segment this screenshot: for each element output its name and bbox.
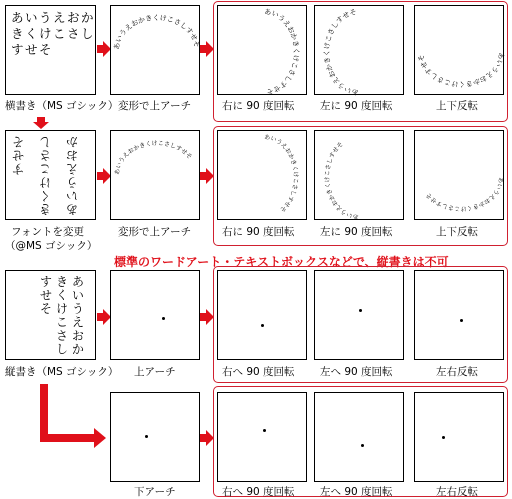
caption-row2-left: 左に 90 度回転 — [320, 226, 393, 238]
caption-row1-left: 左に 90 度回転 — [320, 100, 393, 112]
arch-text-row1-flip — [415, 6, 505, 96]
result-box-row4-arch — [110, 392, 200, 482]
empty-result-dot — [261, 324, 264, 327]
caption-row3-right: 右へ 90 度回転 — [222, 366, 295, 378]
result-box-row3-arch — [110, 270, 200, 360]
arch-text-row1-left — [315, 6, 405, 96]
right-arrow-icon — [200, 309, 214, 329]
arch-text-row1-right — [218, 6, 308, 96]
right-arrow-icon — [200, 168, 214, 188]
caption-row1-right: 右に 90 度回転 — [222, 100, 295, 112]
caption-row2-flip: 上下反転 — [436, 226, 478, 238]
rotated-column-2: きくけこさし — [38, 135, 53, 216]
right-arrow-icon — [200, 41, 214, 61]
empty-result-dot — [442, 436, 445, 439]
empty-result-dot — [460, 319, 463, 322]
right-arrow-icon — [97, 41, 111, 61]
note-banner: 標準のワードアート・テキストボックスなどで、縦書きは不可 — [114, 255, 449, 269]
source-box-rotated-font — [5, 130, 96, 220]
svg-text:あいうえおかきくけこさしすせそ: あいうえおかきくけこさしすせそ — [112, 13, 202, 51]
svg-text:あいうえおかきくけこさしすせそ: あいうえおかきくけこさしすせそ — [416, 51, 506, 89]
result-box-row1-arch — [110, 5, 200, 95]
caption-row2-right: 右に 90 度回転 — [222, 226, 295, 238]
empty-result-dot — [263, 429, 266, 432]
caption-row1-source: 横書き（MS ゴシック） — [5, 100, 119, 112]
caption-row1-arch: 変形で上アーチ — [118, 100, 192, 112]
caption-row1-flip: 上下反転 — [436, 100, 478, 112]
empty-result-dot — [162, 317, 165, 320]
result-box-row1-right — [217, 5, 307, 95]
caption-row2-source-line1: フォントを変更 — [11, 226, 84, 238]
caption-row4-left: 左へ 90 度回転 — [320, 486, 393, 498]
result-box-row3-flip — [414, 270, 504, 360]
result-box-row3-left — [314, 270, 404, 360]
result-box-row4-flip — [414, 392, 504, 482]
result-box-row4-right — [217, 392, 307, 482]
caption-row3-source: 縦書き（MS ゴシック） — [5, 366, 119, 378]
l-arrow-icon — [40, 384, 110, 454]
svg-text:あいうえおかきくけこさしすせそ: あいうえおかきくけこさしすせそ — [323, 140, 360, 221]
vertical-column-3: すせそ — [38, 275, 53, 316]
caption-row4-arch: 下アーチ — [134, 486, 176, 498]
result-box-row4-left — [314, 392, 404, 482]
result-box-row1-flip — [414, 5, 504, 95]
vertical-column-1: あいうえおか — [70, 275, 85, 356]
caption-row3-left: 左へ 90 度回転 — [320, 366, 393, 378]
svg-text:あいうえおかきくけこさしすせそ: あいうえおかきくけこさしすせそ — [263, 133, 300, 214]
rotated-column-1: すせそ — [11, 135, 26, 176]
source-text-horizontal: あいうえおか きくけこさし すせそ — [11, 10, 96, 57]
right-arrow-icon — [97, 168, 111, 188]
vertical-column-2: きくけこさし — [54, 275, 69, 356]
svg-text:あいうえおかきくけこさしすせそ: あいうえおかきくけこさしすせそ — [322, 7, 360, 97]
result-box-row1-left — [314, 5, 404, 95]
result-box-row2-right — [217, 130, 307, 220]
arch-text-row2-left — [315, 131, 405, 221]
source-box-vertical — [5, 270, 96, 360]
caption-row2-source-line2: （@MS ゴシック） — [5, 240, 98, 252]
arch-text-row2-flip — [415, 131, 505, 221]
svg-text:あいうえおかきくけこさしすせそ: あいうえおかきくけこさしすせそ — [263, 7, 301, 97]
svg-text:あいうえおかきくけこさしすせそ: あいうえおかきくけこさしすせそ — [113, 139, 194, 176]
result-box-row2-flip — [414, 130, 504, 220]
svg-text:あいうえおかきくけこさしすせそ: あいうえおかきくけこさしすせそ — [424, 176, 505, 213]
empty-result-dot — [359, 309, 362, 312]
arch-text-row2 — [111, 131, 201, 221]
result-box-row3-right — [217, 270, 307, 360]
empty-result-dot — [145, 435, 148, 438]
arch-text-row2-right — [218, 131, 308, 221]
caption-row4-right: 右へ 90 度回転 — [222, 486, 295, 498]
result-box-row2-left — [314, 130, 404, 220]
right-arrow-icon — [200, 430, 214, 450]
right-arrow-icon — [97, 309, 111, 329]
caption-row4-flip: 左右反転 — [436, 486, 478, 498]
caption-row2-arch: 変形で上アーチ — [118, 226, 192, 238]
source-box-horizontal — [5, 5, 96, 95]
arch-text-row1 — [111, 6, 201, 96]
empty-result-dot — [361, 444, 364, 447]
rotated-column-3: あいうえおか — [65, 135, 80, 216]
result-box-row2-arch — [110, 130, 200, 220]
caption-row3-arch: 上アーチ — [134, 366, 176, 378]
caption-row3-flip: 左右反転 — [436, 366, 478, 378]
